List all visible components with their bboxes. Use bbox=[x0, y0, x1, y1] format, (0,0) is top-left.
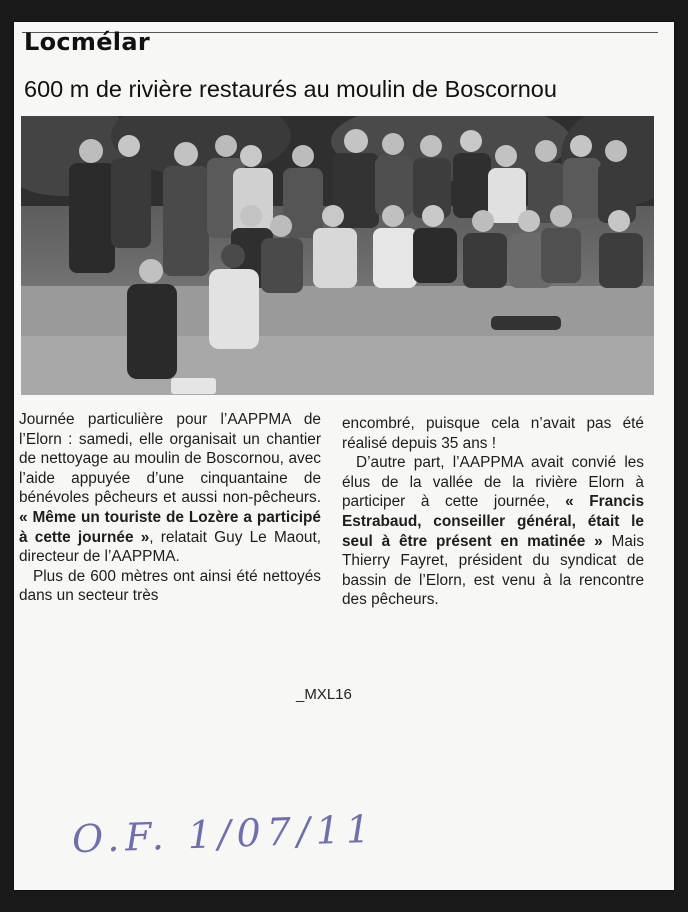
group-photo-illustration bbox=[21, 116, 654, 395]
estrabaud-quote: « Francis Estrabaud, conseiller général, était le seul à être présent en matinée » bbox=[342, 493, 644, 550]
paragraph-1 bbox=[19, 410, 321, 567]
paragraph-1-end: , relatait Guy Le Maout, directeur de l’AAPPMA. bbox=[19, 528, 321, 566]
paragraph-4 bbox=[342, 453, 644, 610]
group-photo bbox=[21, 116, 654, 395]
paragraph-2: Plus de 600 mètres ont ainsi été nettoyés dans un secteur très bbox=[19, 567, 321, 605]
article-headline: 600 m de rivière restaurés au moulin de Boscornou bbox=[24, 76, 557, 102]
handwritten-note: O.F. 1/07/11 bbox=[71, 806, 377, 862]
paragraph-3: encombré, puisque cela n’avait pas été réalisé depuis 35 ans ! bbox=[342, 415, 644, 452]
paragraph-1-text: Journée particulière pour l’AAPPMA de l’Elorn : samedi, elle organisait un chantier de nettoyage au moulin de Boscornou, avec l’aide appuyée d’une cinquantaine de bénévoles pêcheurs et aussi non-pêcheurs. bbox=[19, 411, 321, 507]
article-locality: Locmélar bbox=[24, 28, 150, 56]
paragraph-4-start: D’autre part, l’AAPPMA avait convié les élus de la vallée de la rivière Elorn à participer à cette journée, bbox=[342, 454, 644, 511]
article-column-2 bbox=[342, 414, 644, 610]
tourist-quote: « Même un touriste de Lozère a participé à cette journée » bbox=[19, 508, 321, 546]
article-column-1 bbox=[19, 410, 321, 606]
paragraph-4-end: Mais Thierry Fayret, président du syndicat de bassin de l’Elorn, est venu à la rencontre des pêcheurs. bbox=[342, 532, 645, 609]
author-code: _MXL16 bbox=[296, 686, 352, 703]
